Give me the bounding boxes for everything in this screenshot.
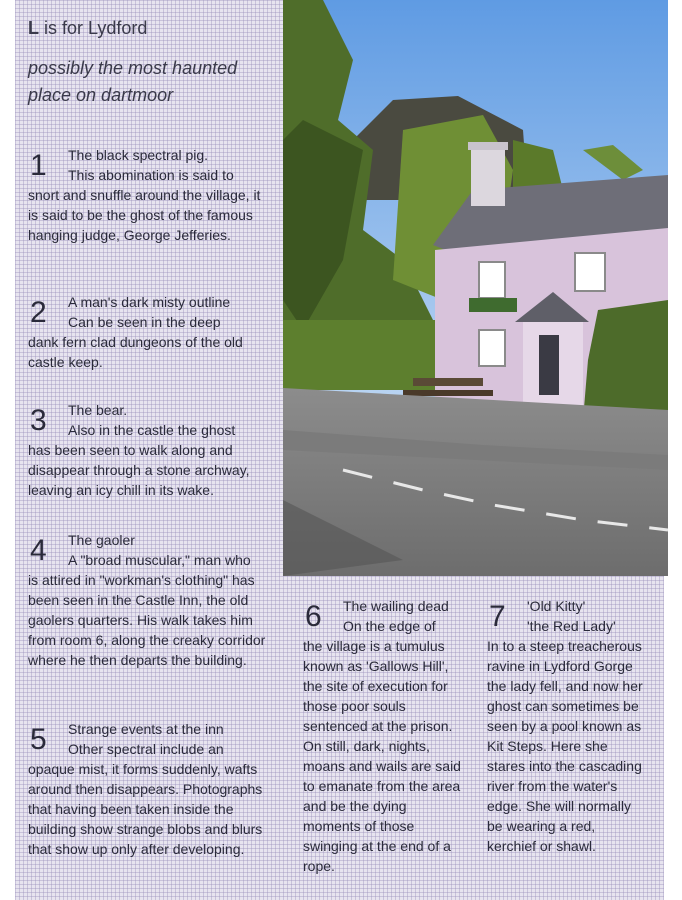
entry-lead: A "broad muscular," man who (68, 552, 251, 568)
heading-letter: L (28, 18, 39, 38)
entry-title: A man's dark misty outline (68, 294, 231, 310)
entry-body: dank fern clad dungeons of the old castle keep. (28, 334, 243, 370)
entry-body: snort and snuffle around the village, it is said to be the ghost of the famous hanging judge, George Jefferies. (28, 187, 261, 243)
entry-lead: Also in the castle the ghost (68, 422, 236, 438)
entry-number: 6 (305, 600, 322, 633)
entry-title: The wailing dead (343, 598, 449, 614)
castle-inn-photo (283, 0, 668, 576)
entry-number: 7 (489, 600, 506, 633)
entry-title: The gaoler (68, 532, 135, 548)
page-heading (28, 18, 147, 39)
entry-number: 5 (30, 723, 47, 756)
entry-title: The black spectral pig. (68, 147, 209, 163)
entry-number: 3 (30, 404, 47, 437)
entry-body: opaque mist, it forms suddenly, wafts around then disappears. Photographs that having been taken inside the building show strange blobs and blurs that show up only after developing. (28, 761, 263, 857)
entry-number: 2 (30, 296, 47, 329)
ghost-entry-2 (28, 292, 274, 372)
ghost-entry-3 (28, 400, 274, 500)
page-subtitle: possibly the most haunted place on dartmoor (28, 58, 238, 105)
entry-number: 4 (30, 534, 47, 567)
heading-rest: is for Lydford (39, 18, 148, 38)
entry-title: 'Old Kitty' (527, 598, 586, 614)
entry-lead: On the edge of (343, 618, 436, 634)
ghost-entry-1 (28, 145, 274, 245)
entry-body: has been seen to walk along and disappear through a stone archway, leaving an icy chill in its wake. (28, 442, 250, 498)
entry-body: the village is a tumulus known as 'Gallows Hill', the site of execution for those poor souls sentenced at the prison. On still, dark, nights, moans and wails are said to emanate from the area and be the dying moments of those swinging at the end of a rope. (303, 638, 461, 874)
entry-number: 1 (30, 149, 47, 182)
ghost-entry-6 (303, 596, 463, 876)
entry-lead: Can be seen in the deep (68, 314, 221, 330)
entry-title: The bear. (68, 402, 128, 418)
entry-body: In to a steep treacherous ravine in Lydford Gorge the lady fell, and now her ghost can sometimes be seen by a pool known as Kit Steps. Here she stares into the cascading river from the water's edge. She will normally be wearing a red, kerchief or shawl. (487, 638, 643, 854)
ghost-entry-5 (28, 719, 278, 859)
entry-lead: Other spectral include an (68, 741, 224, 757)
ghost-entry-7 (487, 596, 647, 856)
entry-lead: 'the Red Lady' (527, 618, 616, 634)
entry-lead: This abomination is said to (68, 167, 234, 183)
ghost-entry-4 (28, 530, 274, 670)
entry-title: Strange events at the inn (68, 721, 224, 737)
entry-body: is attired in "workman's clothing" has been seen in the Castle Inn, the old gaolers quarters. His walk takes him from room 6, along the creaky corridor where he then departs the building. (28, 572, 266, 668)
